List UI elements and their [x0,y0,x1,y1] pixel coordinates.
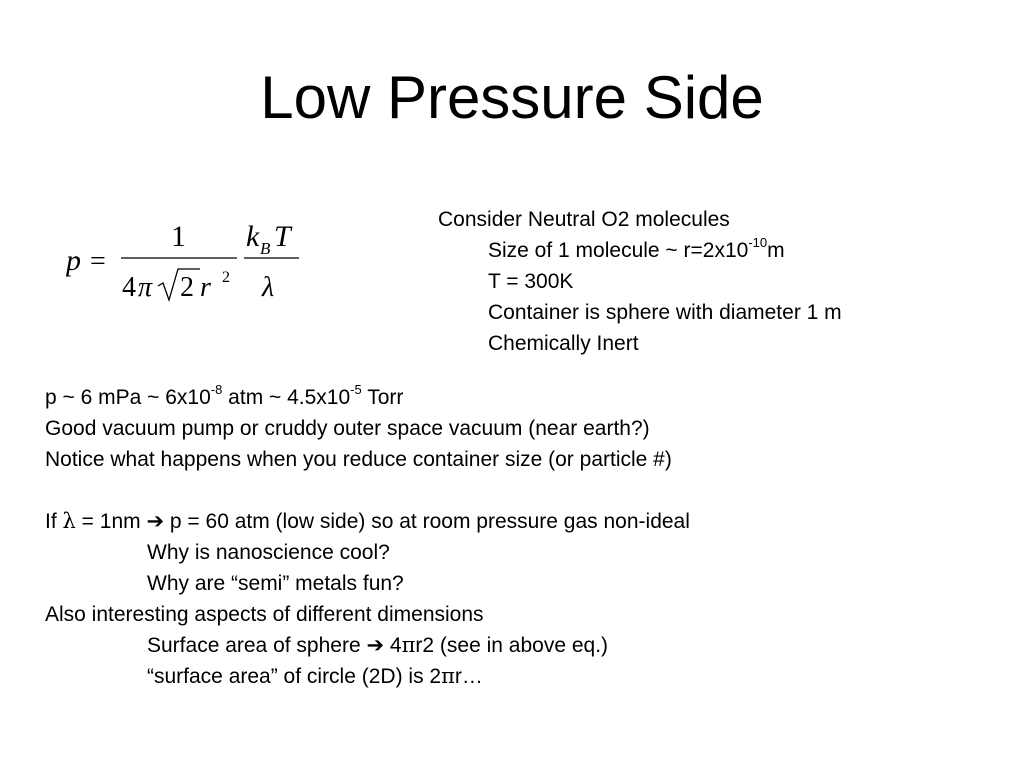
formula-k-subscript: B [260,239,271,258]
sphere-area-line: Surface area of sphere ➔ 4πr2 (see in above eq.) [147,633,609,657]
formula-den-r: r [200,272,211,303]
circle-area-line: “surface area” of circle (2D) is 2πr… [147,664,483,688]
slide-title: Low Pressure Side [260,64,764,131]
container-line: Container is sphere with diameter 1 m [488,301,842,324]
formula-equals: = [90,246,106,277]
formula-numerator-one: 1 [171,220,186,253]
temperature-line: T = 300K [488,270,574,293]
inert-line: Chemically Inert [488,332,639,355]
formula-den-four: 4 [122,272,136,303]
formula-den-sqrt-arg: 2 [180,272,194,303]
blank-line [45,475,690,506]
formula-T: T [274,220,291,253]
body-text [45,382,690,692]
semi-metals-question: Why are “semi” metals fun? [147,572,404,595]
formula-den-pi: π [138,272,153,303]
formula-den-exponent: 2 [222,269,230,286]
formula-k: k [246,220,260,253]
nanoscience-question: Why is nanoscience cool? [147,541,390,564]
pressure-value-line: p ~ 6 mPa ~ $6x10^{-8}$ atm ~ $4.5x10^{-5}$ Torr [45,382,404,409]
dimensions-line: Also interesting aspects of different dimensions [45,603,484,626]
good-vacuum-line: Good vacuum pump or cruddy outer space vacuum (near earth?) [45,417,650,440]
formula-p: p [66,244,81,277]
consider-heading: Consider Neutral O2 molecules [438,208,730,231]
pressure-formula [66,212,316,312]
notice-line: Notice what happens when you reduce container size (or particle #) [45,448,672,471]
molecule-size-line: Size of 1 molecule ~ $r=2x10^{-10}m$ [488,235,785,262]
if-lambda-line: If λ = 1nm ➔ p = 60 atm (low side) so at room pressure gas non-ideal [45,509,690,533]
arrow-right-icon: ➔ [366,633,385,657]
consider-list [438,204,842,359]
formula-lambda: λ [262,272,275,303]
arrow-right-icon: ➔ [146,509,165,533]
